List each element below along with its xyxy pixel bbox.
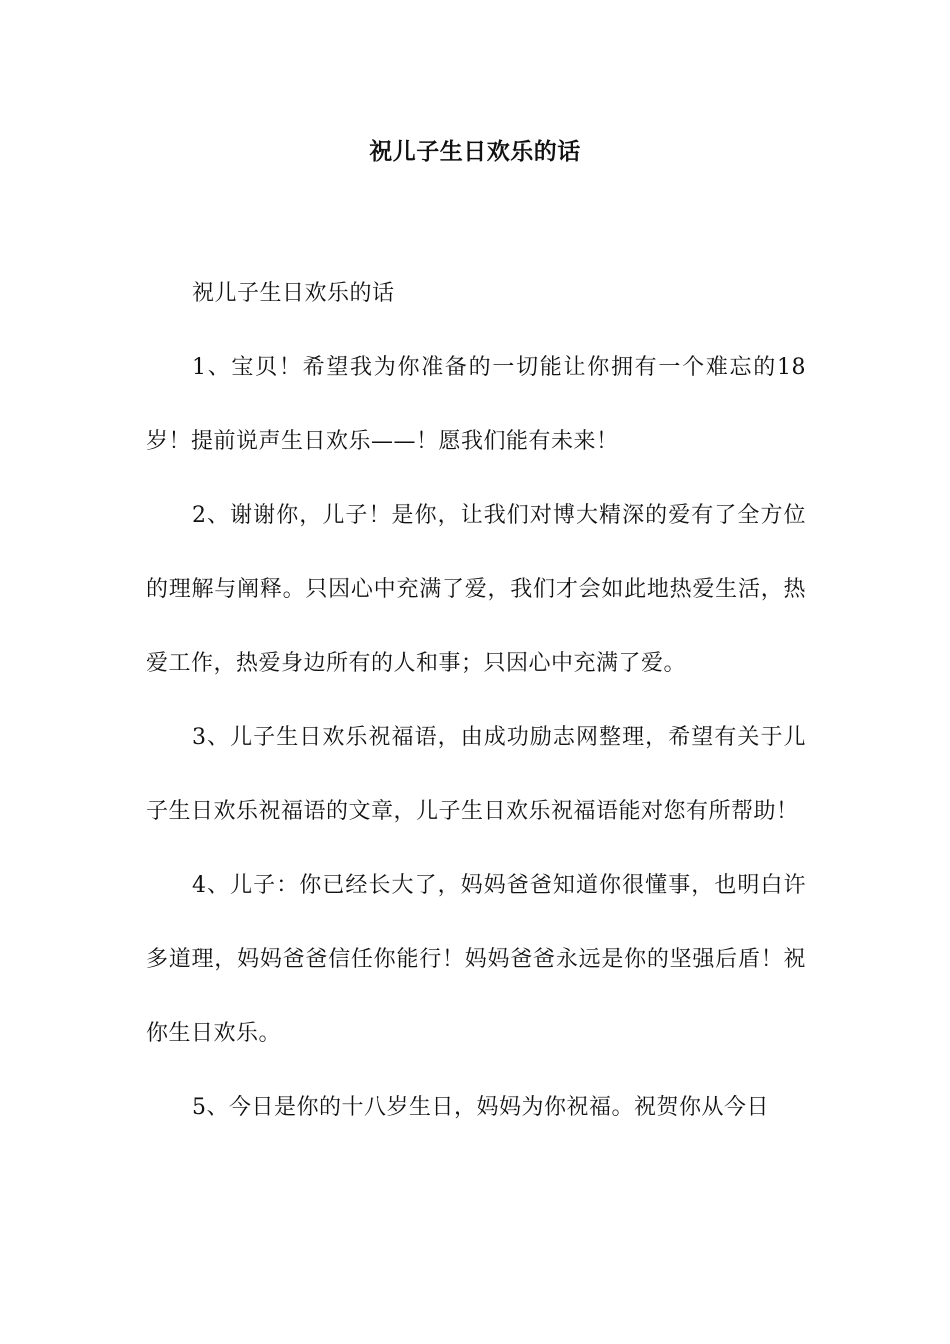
paragraph-1: 1、宝贝！希望我为你准备的一切能让你拥有一个难忘的18岁！提前说声生日欢乐——！愿我们能有未来！ (146, 355, 806, 454)
paragraph-5: 5、今日是你的十八岁生日，妈妈为你祝福。祝贺你从今日 (192, 1095, 769, 1120)
paragraph-subtitle: 祝儿子生日欢乐的话 (192, 281, 395, 306)
document-body (146, 257, 806, 1145)
paragraph-3: 3、儿子生日欢乐祝福语，由成功励志网整理，希望有关于儿子生日欢乐祝福语的文章，儿子生日欢乐祝福语能对您有所帮助！ (146, 725, 806, 824)
document-title: 祝儿子生日欢乐的话 (369, 138, 581, 165)
paragraph-4: 4、儿子：你已经长大了，妈妈爸爸知道你很懂事，也明白许多道理，妈妈爸爸信任你能行！妈妈爸爸永远是你的坚强后盾！祝你生日欢乐。 (146, 873, 806, 1046)
paragraph-2: 2、谢谢你，儿子！是你，让我们对博大精深的爱有了全方位的理解与阐释。只因心中充满了爱，我们才会如此地热爱生活，热爱工作，热爱身边所有的人和事；只因心中充满了爱。 (146, 503, 806, 676)
